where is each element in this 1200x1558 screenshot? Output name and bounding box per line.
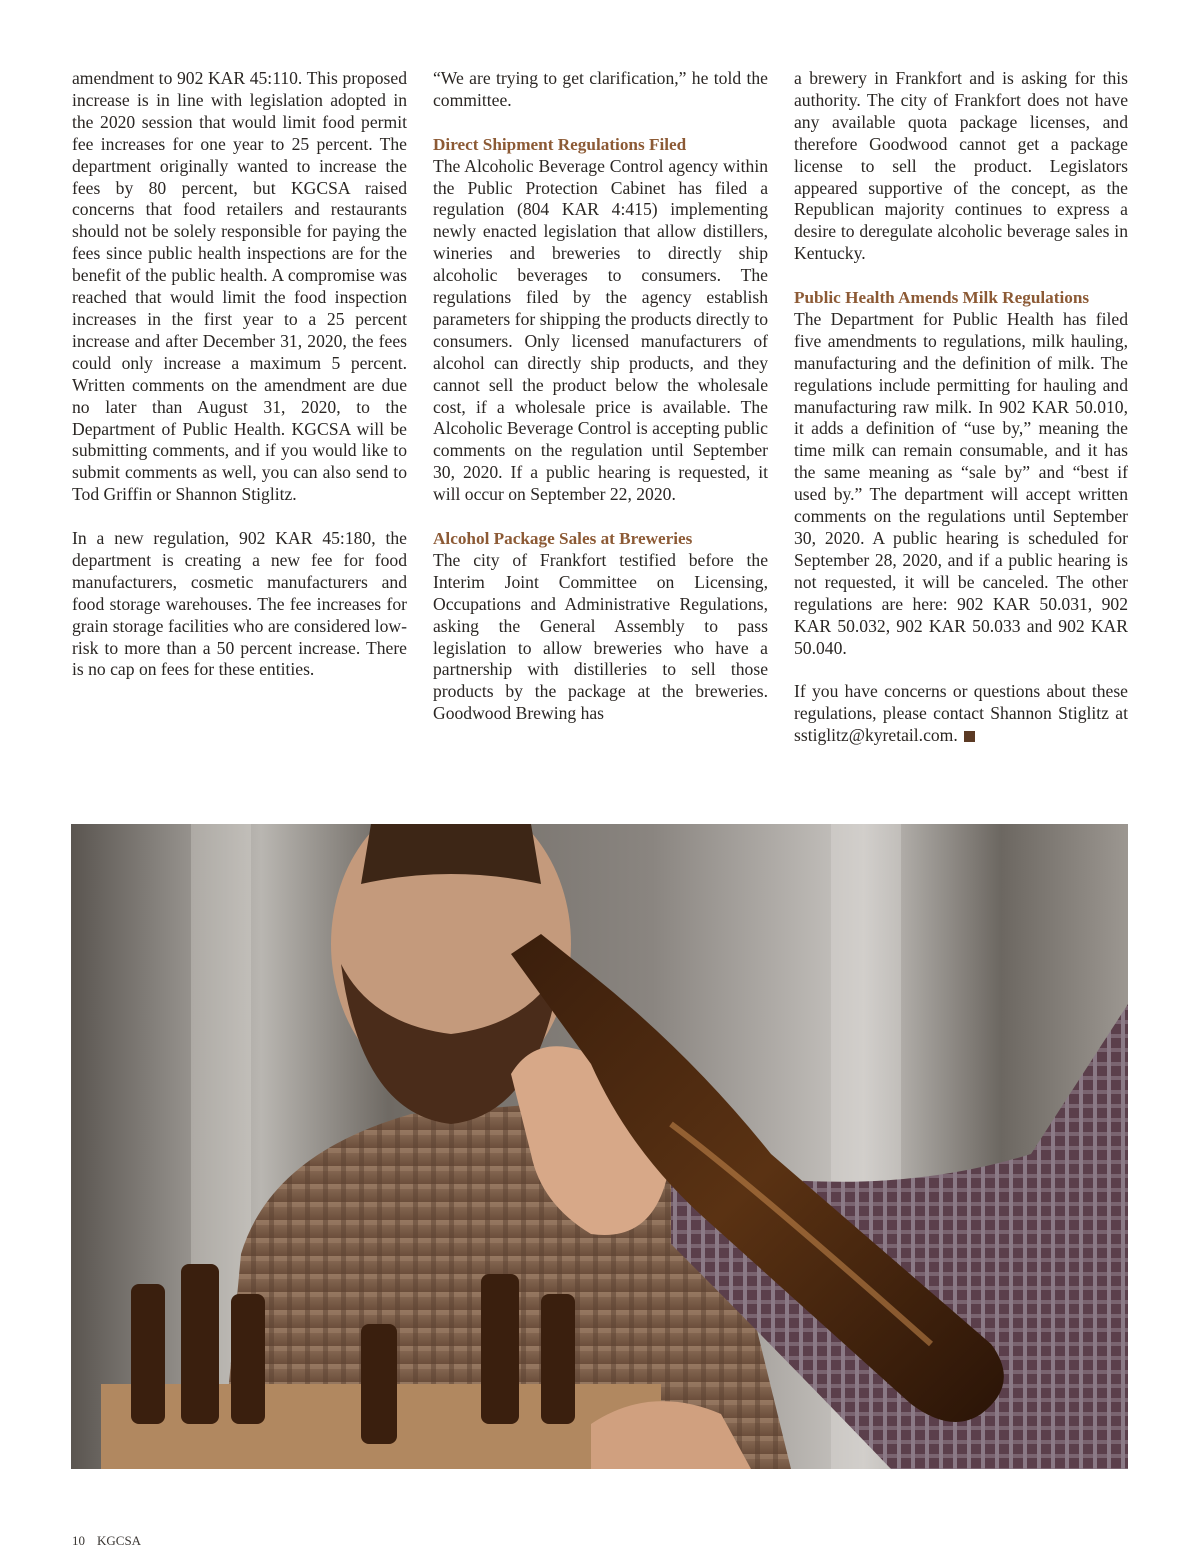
paragraph: The Department for Public Health has filed five amendments to regulations, milk hauling, manufacturing and the definition of milk. The regulations include permitting for hauling and manufacturing raw milk. In 902 KAR 50.010, it adds a definition of “use by,” meaning the time milk can remain consumable, and it has the same meaning as “sale by” and “best if used by.” The department will accept written comments on the regulations until September 30, 2020. A public hearing is scheduled for September 28, 2020, and if a public hearing is not requested, it will be canceled. The other regulations are here: 902 KAR 50.031, 902 KAR 50.032, 902 KAR 50.033 and 902 KAR 50.040.	[794, 308, 1128, 658]
article-column-3	[794, 68, 1128, 769]
section-heading-milk-regulations: Public Health Amends Milk Regulations	[794, 288, 1090, 308]
end-of-article-icon	[964, 731, 975, 742]
paragraph: “We are trying to get clarification,” he told the committee.	[433, 68, 768, 110]
closing-paragraph	[794, 681, 1128, 747]
article-column-1	[72, 68, 407, 703]
paragraph: The Alcoholic Beverage Control agency within the Public Protection Cabinet has filed a regulation (804 KAR 4:415) implementing newly enacted legislation that allow distillers, wineries and breweries to directly ship alcoholic beverages to consumers. The regulations filed by the agency establish parameters for shipping the products directly to consumers. Only licensed manufacturers of alcohol can directly ship products, and they cannot sell the product below the wholesale cost, if a wholesale price is available. The Alcoholic Beverage Control is accepting public comments on the regulation until September 30, 2020. If a public hearing is requested, it will occur on September 22, 2020.	[433, 155, 768, 505]
closing-text: If you have concerns or questions about these regulations, please contact Shannon Stiglitz at sstiglitz@kyretail.com.	[794, 681, 1128, 746]
paragraph: amendment to 902 KAR 45:110. This proposed increase is in line with legislation adopted in the 2020 session that would limit food permit fee increases for one year to 25 percent. The department originally wanted to increase the fees by 80 percent, but KGCSA raised concerns that food retailers and restaurants should not be solely responsible for paying the fees since public health inspections are for the benefit of the public health. A compromise was reached that would limit the food inspection increases in the first year to a 25 percent increase and after December 31, 2020, the fees could only increase a maximum 5 percent. Written comments on the amendment are due no later than August 31, 2020, to the Department of Public Health. KGCSA will be submitting comments, and if you would like to submit comments as well, you can also send to Tod Griffin or Shannon Stiglitz.	[72, 68, 407, 505]
section-heading-package-sales: Alcohol Package Sales at Breweries	[433, 529, 693, 548]
paragraph: The city of Frankfort testified before the Interim Joint Committee on Licensing, Occupations and Administrative Regulations, asking the General Assembly to pass legislation to allow breweries who have a partnership with distilleries to sell those products by the package at the breweries. Goodwood Brewing has	[433, 549, 768, 724]
page-footer	[72, 1533, 153, 1549]
article-column-2	[433, 68, 768, 747]
publication-name: KGCSA	[97, 1533, 142, 1548]
section-heading-direct-shipment: Direct Shipment Regulations Filed	[433, 134, 687, 154]
paragraph: a brewery in Frankfort and is asking for this authority. The city of Frankfort does not have any available quota package licenses, and therefore Goodwood cannot get a package license to sell the product. Legislators appeared supportive of the concept, as the Republican majority continues to express a desire to deregulate alcoholic beverage sales in Kentucky.	[794, 68, 1128, 264]
page-number: 10	[72, 1533, 85, 1548]
brewery-photo	[71, 824, 1128, 1469]
paragraph: In a new regulation, 902 KAR 45:180, the department is creating a new fee for food manufacturers, cosmetic manufacturers and food storage warehouses. The fee increases for grain storage facilities who are considered low-risk to more than a 50 percent increase. There is no cap on fees for these entities.	[72, 528, 407, 680]
